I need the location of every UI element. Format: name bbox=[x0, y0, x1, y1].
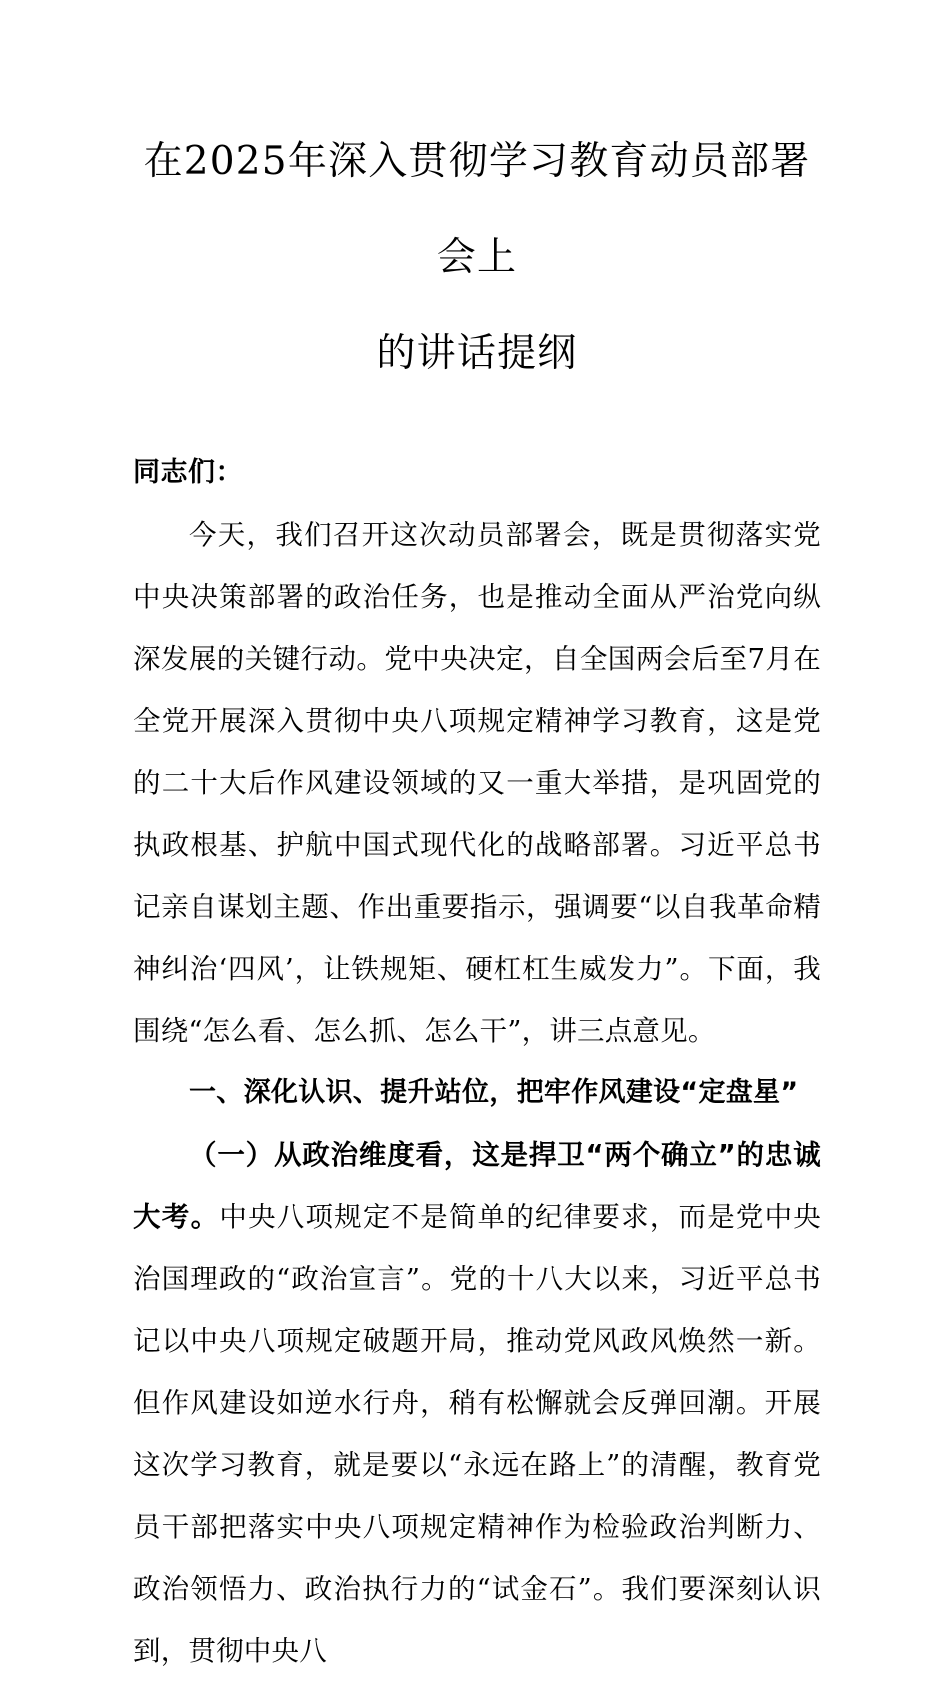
subsection-1-1-lead: （一）从政治维度看，这是捍卫“两个确立”的忠诚大考。 bbox=[133, 1139, 821, 1233]
page-title bbox=[133, 0, 821, 402]
section-heading-1: 一、深化认识、提升站位，把牢作风建设“定盘星” bbox=[189, 1077, 799, 1108]
document-body bbox=[133, 0, 821, 1682]
subsection-1-1 bbox=[133, 1124, 821, 1682]
paragraph-opening: 今天，我们召开这次动员部署会，既是贯彻落实党中央决策部署的政治任务，也是推动全面从严治党向纵深发展的关键行动。党中央决定，自全国两会后至7月在全党开展深入贯彻中央八项规定精神学习教育，这是党的二十大后作风建设领域的又一重大举措，是巩固党的执政根基、护航中国式现代化的战略部署。习近平总书记亲自谋划主题、作出重要指示，强调要“以自我革命精神纠治‘四风’，让铁规矩、硬杠杠生威发力”。下面，我围绕“怎么看、怎么抓、怎么干”，讲三点意见。 bbox=[133, 519, 821, 1047]
page-title-line-1: 在2025年深入贯彻学习教育动员部署会上 bbox=[143, 139, 811, 280]
salutation: 同志们： bbox=[133, 457, 243, 488]
page-title-line-2: 的讲话提纲 bbox=[376, 331, 578, 376]
subsection-1-1-body: 中央八项规定不是简单的纪律要求，而是党中央治国理政的“政治宣言”。党的十八大以来，习近平总书记以中央八项规定破题开局，推动党风政风焕然一新。但作风建设如逆水行舟，稍有松懈就会反弹回潮。开展这次学习教育，就是要以“永远在路上”的清醒，教育党员干部把落实中央八项规定精神作为检验政治判断力、政治领悟力、政治执行力的“试金石”。我们要深刻认识到，贯彻中央八 bbox=[133, 1201, 821, 1667]
